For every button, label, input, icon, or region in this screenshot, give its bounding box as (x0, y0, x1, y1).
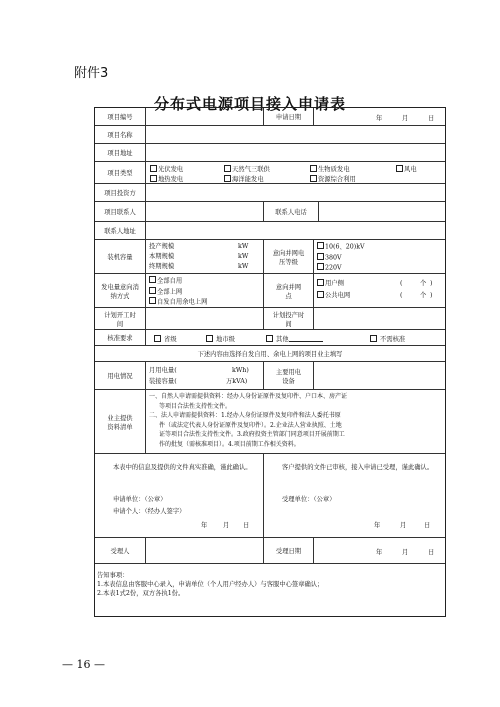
contact-field[interactable] (145, 202, 263, 221)
type-option-geothermal[interactable]: 地热发电 (150, 174, 183, 183)
type-option-pv[interactable]: 光伏发电 (150, 164, 183, 173)
receiver-unit-seal[interactable]: 受理单位：（公章） (282, 496, 336, 503)
approval-option-municipal[interactable]: 地市级 (206, 334, 235, 343)
row-contact (95, 202, 445, 222)
approval-option-none[interactable]: 不需核准 (370, 334, 405, 343)
capacity-fields[interactable] (145, 240, 263, 273)
grid-point-options (313, 274, 447, 307)
approval-options (145, 330, 447, 345)
grid-time-field[interactable] (313, 308, 447, 329)
voltage-options (313, 240, 447, 273)
row-project-no (95, 108, 445, 126)
consumption-options (145, 274, 263, 307)
owner-docs-list (145, 390, 447, 453)
receive-month: 月 (402, 549, 409, 556)
approval-label: 核准要求 (107, 335, 133, 342)
row-owner-docs (95, 390, 445, 454)
voltage-label: 意向并网电压等级 (263, 240, 313, 273)
application-form (94, 107, 446, 617)
apply-day: 日 (428, 115, 435, 122)
applicant-month: 月 (223, 522, 230, 529)
row-receiver (95, 538, 445, 564)
power-usage-label: 用电情况 (107, 373, 133, 380)
owner-docs-line: 一、自然人申请需提供资料：经办人身份证原件及复印件、户口本、房产证 (149, 393, 348, 400)
voltage-option-220v[interactable]: 220V (317, 263, 444, 273)
project-type-label: 项目类型 (107, 170, 133, 177)
receiver-year: 年 (374, 522, 381, 529)
owner-docs-line: 作的批复（需核准项目）。4.项目前期工作相关资料。 (159, 440, 300, 448)
main-equipment-field[interactable] (313, 362, 447, 389)
power-usage-fields[interactable] (145, 362, 263, 389)
project-address-field[interactable] (145, 144, 447, 161)
row-project-type (95, 162, 445, 184)
project-name-label: 项目名称 (107, 132, 133, 139)
receiver-field[interactable] (145, 538, 263, 563)
receive-year: 年 (376, 549, 383, 556)
capacity-label: 装机容量 (107, 254, 133, 261)
consumption-option-surplus[interactable]: 自发自用余电上网 (149, 297, 260, 307)
row-schedule (95, 308, 445, 330)
contact-phone-field[interactable] (318, 202, 447, 221)
page-number: — 16 — (62, 658, 105, 671)
applicant-declaration-text: 本表中的信息及提供的文件真实准确，谨此确认。 (113, 464, 252, 471)
contact-phone-label: 联系人电话 (263, 202, 318, 221)
voltage-option-10kv[interactable]: 10(6、20)kV (317, 242, 444, 253)
contact-label: 项目联系人 (104, 209, 136, 216)
grid-point-label: 意向并网点 (263, 274, 313, 307)
project-address-label: 项目地址 (107, 150, 133, 157)
owner-docs-line: 证等项目合法性支持性文件。3.政府投资主管部门同意项目开展前期工 (159, 431, 345, 439)
grid-time-label: 计划投产时间 (263, 308, 313, 329)
investor-field[interactable] (145, 184, 447, 201)
row-declarations (95, 454, 445, 538)
approval-option-other[interactable]: 其他 (266, 334, 323, 343)
owner-docs-line: 件（或法定代表人身份证原件及复印件）。2.企业法人营业执照、土地 (159, 421, 342, 429)
row-power-usage (95, 362, 445, 390)
row-investor (95, 184, 445, 202)
start-time-label: 计划开工时间 (104, 311, 136, 328)
receiver-month: 月 (400, 522, 407, 529)
receive-date-field[interactable] (313, 538, 447, 563)
type-option-biomass[interactable]: 生物质发电 (310, 164, 349, 173)
apply-date-label: 申请日期 (263, 108, 313, 125)
applicant-day: 日 (243, 522, 250, 529)
capacity-commissioned: 投产规模 kW (149, 243, 249, 250)
owner-docs-line: 二、法人申请需提供资料：1.经办人身份证原件及复印件和法人委托书原 (149, 412, 341, 420)
notes (97, 572, 323, 598)
annex-label: 附件3 (74, 66, 109, 81)
owner-docs-line: 等项目合法性支持性文件。 (159, 402, 232, 410)
owner-docs-label: 业主提供资料清单 (107, 414, 133, 431)
apply-month: 月 (402, 115, 409, 122)
consumption-option-grid[interactable]: 全部上网 (149, 287, 260, 298)
notes-item: 1.本表信息由客服中心录入，申请单位（个人用户经办人）与客服中心签章确认； (97, 580, 324, 588)
type-option-ocean[interactable]: 海洋能发电 (224, 174, 263, 183)
applicant-unit-seal[interactable]: 申请单位：（公章） (113, 496, 167, 503)
row-project-address (95, 144, 445, 162)
contact-address-field[interactable] (145, 222, 447, 239)
receive-day: 日 (428, 549, 435, 556)
row-approval (95, 330, 445, 346)
type-option-gas-chp[interactable]: 天然气三联供 (224, 164, 270, 173)
project-type-options (145, 162, 447, 183)
voltage-option-380v[interactable]: 380V (317, 253, 444, 264)
notes-item: 2.本表1式2份，双方各执1份。 (97, 589, 185, 597)
apply-year: 年 (376, 115, 383, 122)
contact-address-label: 联系人地址 (104, 228, 136, 235)
investor-label: 项目投资方 (104, 190, 136, 197)
row-capacity (95, 240, 445, 274)
start-time-field[interactable] (145, 308, 263, 329)
main-equipment-label: 主要用电设备 (263, 362, 313, 389)
grid-point-public[interactable]: 公共电网 ( 个 ) (317, 290, 444, 302)
receiver-declaration (263, 454, 447, 537)
applicant-declaration (95, 454, 263, 537)
section-header: 下述内容由选择自发自用、余电上网的项目业主填写 (95, 346, 445, 362)
project-name-field[interactable] (145, 126, 447, 143)
grid-point-user-side[interactable]: 用户侧 ( 个 ) (317, 278, 444, 290)
consumption-label: 发电量意向消纳方式 (101, 283, 139, 300)
type-option-resource[interactable]: 资源综合利用 (310, 174, 356, 183)
approval-option-provincial[interactable]: 省级 (154, 334, 177, 343)
capacity-final-phase: 终期规模 kW (149, 263, 249, 270)
notes-title: 告知事项： (97, 572, 129, 579)
form-title: 分布式电源项目接入申请表 (153, 95, 346, 113)
receiver-day: 日 (424, 522, 431, 529)
row-contact-address (95, 222, 445, 240)
monthly-consumption: 月用电量( kWh) (149, 367, 249, 374)
apply-date-field[interactable] (313, 108, 447, 125)
applicant-person-signature[interactable]: 申请个人：（经办人签字） (113, 508, 186, 515)
receiver-label: 受理人 (110, 548, 130, 555)
project-no-field[interactable] (145, 108, 263, 125)
capacity-current-phase: 本期规模 kW (149, 253, 249, 260)
row-consumption (95, 274, 445, 308)
applicant-year: 年 (201, 522, 208, 529)
receive-date-label: 受理日期 (263, 538, 313, 563)
type-option-wind[interactable]: 风电 (396, 164, 417, 173)
installed-capacity: 装接容量( 万kVA) (149, 378, 248, 385)
consumption-option-self[interactable]: 全部自用 (149, 276, 260, 287)
project-no-label: 项目编号 (107, 114, 133, 121)
row-project-name (95, 126, 445, 144)
receiver-declaration-text: 客户提供的文件已审核，接入申请已受理，谨此确认。 (282, 464, 434, 471)
